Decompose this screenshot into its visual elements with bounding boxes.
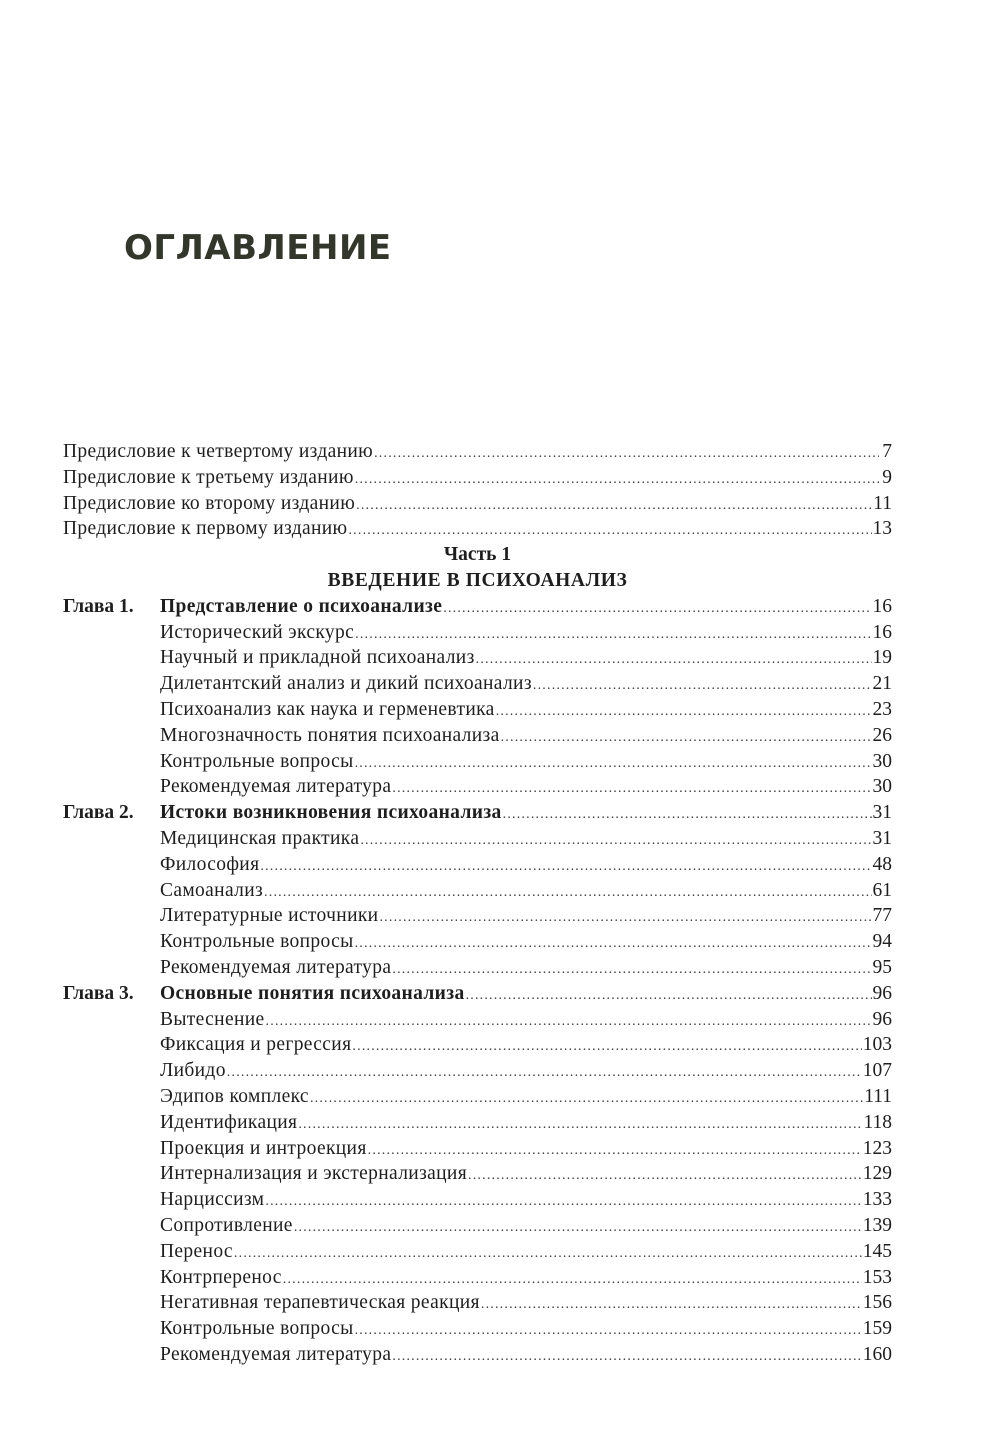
toc-entry-line [63,516,892,544]
dot-leader [265,1189,861,1215]
dot-leader [260,854,871,880]
toc-entry-title: Контрольные вопросы [160,1318,354,1340]
toc-entry-section[interactable] [63,697,892,723]
dot-leader [374,441,879,467]
dot-leader [355,751,872,777]
toc-entry-section[interactable] [63,1058,892,1084]
dot-leader [481,1292,862,1318]
toc-entry-line [160,774,892,802]
toc-entry-line [160,826,892,854]
toc-entry-line [160,981,892,1009]
toc-entry-preface[interactable] [63,491,892,517]
toc-page-number: 23 [872,698,892,720]
toc-entry-title: Медицинская практика [160,827,360,849]
dot-leader [379,905,871,931]
part-title: ВВЕДЕНИЕ В ПСИХОАНАЛИЗ [327,569,628,591]
toc-entry-section[interactable] [63,671,892,697]
dot-leader [355,931,872,957]
dot-leader [356,493,872,519]
dot-leader [355,1318,862,1344]
toc-entry-chapter[interactable] [63,594,892,620]
toc-entry-line [160,671,892,699]
toc-page-number: 30 [872,750,892,772]
toc-entry-line [160,1316,892,1344]
toc-entry-section[interactable] [63,1290,892,1316]
toc-page-number: 159 [862,1318,892,1340]
toc-entry-title: Предисловие к третьему изданию [63,466,354,488]
toc-page-number: 95 [872,956,892,978]
dot-leader [501,725,872,751]
toc-entry-title: Фиксация и регрессия [160,1034,352,1056]
toc-page-number: 96 [872,982,892,1004]
chapter-label: Глава 3. [63,982,134,1004]
toc-entry-title: Сопротивление [160,1214,293,1236]
toc-entry-line [63,465,892,493]
toc-entry-line [160,1187,892,1215]
toc-entry-section[interactable] [63,1110,892,1136]
toc-entry-line [160,594,892,622]
dot-leader [392,1344,861,1370]
chapter-label: Глава 1. [63,595,134,617]
toc-entry-line [160,1084,892,1112]
toc-entry-line [160,1007,892,1035]
dot-leader [310,1086,863,1112]
toc-entry-title: Негативная терапевтическая реакция [160,1292,480,1314]
toc-entry-line [160,1136,892,1164]
page-title: ОГЛАВЛЕНИЕ [124,228,392,268]
toc-page-number: 129 [862,1163,892,1185]
toc-entry-title: Нарциссизм [160,1189,265,1211]
toc-entry-line [160,1342,892,1370]
toc-page-number: 31 [872,827,892,849]
toc-entry-line [160,955,892,983]
toc-entry-line [160,929,892,957]
dot-leader [355,467,879,493]
toc-page-number: 26 [872,724,892,746]
toc-entry-line [160,645,892,673]
toc-page-number: 19 [872,647,892,669]
dot-leader [348,518,871,544]
toc-entry-section[interactable] [63,774,892,800]
toc-page-number: 48 [872,853,892,875]
toc-entry-title: Психоанализ как наука и герменевтика [160,698,495,720]
toc-entry-line [160,852,892,880]
toc-entry-title: Научный и прикладной психоанализ [160,647,475,669]
dot-leader [294,1215,862,1241]
toc-entry-title: Контрольные вопросы [160,750,354,772]
toc-page-number: 30 [872,776,892,798]
toc-entry-line [160,878,892,906]
toc-entry-title: Рекомендуемая литература [160,956,392,978]
toc-page-number: 11 [873,492,892,514]
toc-entry-title: Предисловие ко второму изданию [63,492,356,514]
toc-entry-line [160,1058,892,1086]
toc-entry-line [160,1239,892,1267]
toc-entry-title: Проекция и интроекция [160,1137,367,1159]
toc-entry-line [160,1110,892,1138]
toc-entry-title: Перенос [160,1240,233,1262]
toc-entry-section[interactable] [63,1136,892,1162]
toc-entry-title: Дилетантский анализ и дикий психоанализ [160,673,532,695]
toc-entry-section[interactable] [63,1161,892,1187]
chapter-title: Истоки возникновения психоанализа [160,802,502,824]
chapter-title: Представление о психоанализе [160,595,443,617]
toc-entry-line [160,749,892,777]
toc-entry-section[interactable] [63,878,892,904]
toc-entry-section[interactable] [63,955,892,981]
toc-entry-title: Исторический экскурс [160,621,355,643]
toc-page-number: 7 [882,441,892,462]
chapter-title: Основные понятия психоанализа [160,982,465,1004]
toc-page-number: 153 [862,1266,892,1288]
toc-entry-chapter[interactable] [63,981,892,1007]
toc-entry-title: Контрперенос [160,1266,282,1288]
toc-page-number: 31 [872,802,892,824]
part-label: Часть 1 [443,544,512,566]
toc-entry-section[interactable] [63,1265,892,1291]
toc-entry-line [160,1032,892,1060]
toc-entry-line [160,1265,892,1293]
toc-entry-section[interactable] [63,1316,892,1342]
toc-entry-section[interactable] [63,749,892,775]
toc-entry-title: Литературные источники [160,905,379,927]
toc-entry-preface[interactable] [63,516,892,542]
dot-leader [392,957,871,983]
toc-entry-title: Рекомендуемая литература [160,1343,392,1365]
chapter-label: Глава 2. [63,802,134,824]
toc-entry-section[interactable] [63,1007,892,1033]
toc-entry-title: Философия [160,853,260,875]
toc-entry-title: Либидо [160,1060,226,1082]
toc-entry-line [160,620,892,648]
toc-entry-title: Эдипов комплекс [160,1085,309,1107]
toc-page-number: 61 [872,879,892,901]
toc-entry-section[interactable] [63,620,892,646]
toc-page-number: 21 [872,673,892,695]
toc-entry-line [160,903,892,931]
toc-page-number: 118 [863,1111,892,1133]
toc-entry-section[interactable] [63,1342,892,1368]
toc-page-number: 16 [872,621,892,643]
toc-page-number: 111 [864,1085,892,1107]
toc-page-number: 156 [862,1292,892,1314]
toc-page-number: 77 [872,905,892,927]
dot-leader [360,828,871,854]
toc-entry-title: Предисловие к первому изданию [63,518,348,540]
dot-leader [476,647,872,673]
toc-entry-section[interactable] [63,1239,892,1265]
dot-leader [392,776,871,802]
toc-entry-line [160,800,892,828]
toc-page-number: 16 [872,595,892,617]
toc-page-number: 107 [862,1060,892,1082]
toc-entry-preface[interactable] [63,465,892,491]
toc-page-number: 160 [862,1343,892,1365]
toc-entry-section[interactable] [63,1187,892,1213]
toc-page-number: 13 [872,518,892,540]
dot-leader [283,1267,862,1293]
toc-entry-line [63,491,892,519]
toc-page-number: 103 [862,1034,892,1056]
dot-leader [368,1138,862,1164]
toc-entry-title: Многозначность понятия психоанализа [160,724,500,746]
toc-page-number: 96 [872,1008,892,1030]
toc-entry-section[interactable] [63,1213,892,1239]
toc-entry-section[interactable] [63,903,892,929]
toc-entry-section[interactable] [63,852,892,878]
toc-entry-section[interactable] [63,929,892,955]
dot-leader [352,1034,861,1060]
toc-entry-chapter[interactable] [63,800,892,826]
table-of-contents [63,439,892,1368]
toc-entry-section[interactable] [63,826,892,852]
toc-page-number: 133 [862,1189,892,1211]
dot-leader [227,1060,862,1086]
toc-entry-line [160,1213,892,1241]
toc-entry-line [160,1290,892,1318]
toc-entry-line [160,1161,892,1189]
toc-entry-line [160,723,892,751]
toc-entry-title: Идентификация [160,1111,298,1133]
toc-entry-title: Интернализация и экстернализация [160,1163,468,1185]
dot-leader [496,699,872,725]
dot-leader [264,880,871,906]
dot-leader [468,1163,862,1189]
toc-page-number: 9 [882,466,892,488]
toc-entry-preface[interactable] [63,439,892,465]
dot-leader [298,1112,862,1138]
dot-leader [443,596,871,622]
dot-leader [533,673,872,699]
toc-page-number: 139 [862,1214,892,1236]
toc-entry-section[interactable] [63,1032,892,1058]
toc-entry-title: Вытеснение [160,1008,265,1030]
toc-entry-line [160,697,892,725]
dot-leader [234,1241,862,1267]
toc-entry-section[interactable] [63,723,892,749]
toc-entry-line [63,439,892,467]
toc-entry-title: Рекомендуемая литература [160,776,392,798]
toc-page-number: 123 [862,1137,892,1159]
toc-entry-title: Самоанализ [160,879,264,901]
toc-entry-title: Контрольные вопросы [160,931,354,953]
dot-leader [355,622,871,648]
toc-page-number: 94 [872,931,892,953]
dot-leader [466,983,872,1009]
dot-leader [503,802,872,828]
dot-leader [266,1009,872,1035]
toc-entry-section[interactable] [63,1084,892,1110]
toc-entry-title: Предисловие к четвертому изданию [63,441,374,462]
toc-entry-section[interactable] [63,645,892,671]
toc-page-number: 145 [862,1240,892,1262]
